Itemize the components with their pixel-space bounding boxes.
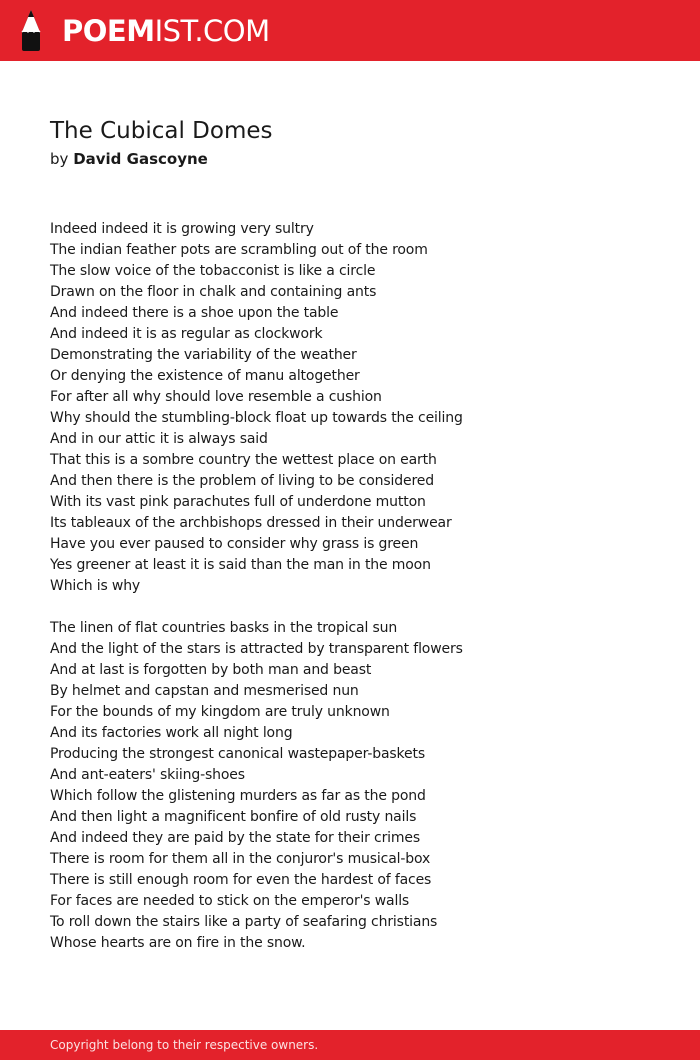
poem-line: For faces are needed to stick on the emperor's walls	[50, 893, 410, 909]
poem-author: David Gascoyne	[73, 150, 208, 168]
poem-line: For after all why should love resemble a cushion	[50, 389, 382, 405]
poem-line: And its factories work all night long	[50, 725, 293, 741]
poem-line: Producing the strongest canonical wastepaper-baskets	[50, 746, 425, 762]
pencil-icon[interactable]	[18, 10, 44, 51]
poem-line: Whose hearts are on fire in the snow.	[50, 935, 306, 951]
poem-line: To roll down the stairs like a party of seafaring christians	[50, 914, 438, 930]
poem-line: Its tableaux of the archbishops dressed in their underwear	[50, 515, 452, 531]
site-footer	[0, 1030, 700, 1060]
poem-line: The indian feather pots are scrambling out of the room	[50, 242, 428, 258]
poem-line: Why should the stumbling-block float up towards the ceiling	[50, 410, 463, 426]
poem-line: Which follow the glistening murders as far as the pond	[50, 788, 426, 804]
poem-line: And in our attic it is always said	[50, 431, 268, 447]
poem-byline	[50, 149, 208, 169]
poem-stanza	[50, 618, 660, 954]
site-header	[0, 0, 700, 61]
poem-line: There is still enough room for even the hardest of faces	[50, 872, 432, 888]
poem-line: Yes greener at least it is said than the man in the moon	[50, 557, 431, 573]
poem-line: The linen of flat countries basks in the tropical sun	[50, 620, 398, 636]
poem-line: There is room for them all in the conjuror's musical-box	[50, 851, 431, 867]
poem-body	[50, 219, 660, 954]
poem-line: For the bounds of my kingdom are truly unknown	[50, 704, 390, 720]
poem-line: Or denying the existence of manu altogether	[50, 368, 360, 384]
logo-text-light: IST.COM	[154, 14, 270, 48]
poem-line: And ant-eaters' skiing-shoes	[50, 767, 245, 783]
site-logo[interactable]	[62, 13, 270, 49]
poem-line: By helmet and capstan and mesmerised nun	[50, 683, 359, 699]
poem-line: The slow voice of the tobacconist is like a circle	[50, 263, 376, 279]
poem-line: And then light a magnificent bonfire of old rusty nails	[50, 809, 417, 825]
poem-line: Have you ever paused to consider why grass is green	[50, 536, 419, 552]
poem-line: And at last is forgotten by both man and beast	[50, 662, 372, 678]
poem-line: That this is a sombre country the wettest place on earth	[50, 452, 437, 468]
logo-text-bold: POEM	[62, 14, 155, 48]
poem-line: And indeed there is a shoe upon the table	[50, 305, 339, 321]
poem-line: And the light of the stars is attracted by transparent flowers	[50, 641, 463, 657]
poem-line: And then there is the problem of living to be considered	[50, 473, 434, 489]
byline-prefix: by	[50, 150, 69, 168]
copyright-notice: Copyright belong to their respective owners.	[50, 1038, 319, 1052]
poem-line: Which is why	[50, 578, 141, 594]
poem-line: Indeed indeed it is growing very sultry	[50, 221, 314, 237]
stanza-break	[50, 597, 660, 618]
poem-line: Demonstrating the variability of the weather	[50, 347, 357, 363]
poem-line: And indeed it is as regular as clockwork	[50, 326, 323, 342]
poem-title: The Cubical Domes	[50, 118, 273, 144]
poem-line: With its vast pink parachutes full of underdone mutton	[50, 494, 426, 510]
poem-line: Drawn on the floor in chalk and containing ants	[50, 284, 377, 300]
poem-line: And indeed they are paid by the state for their crimes	[50, 830, 421, 846]
poem-stanza	[50, 219, 660, 597]
